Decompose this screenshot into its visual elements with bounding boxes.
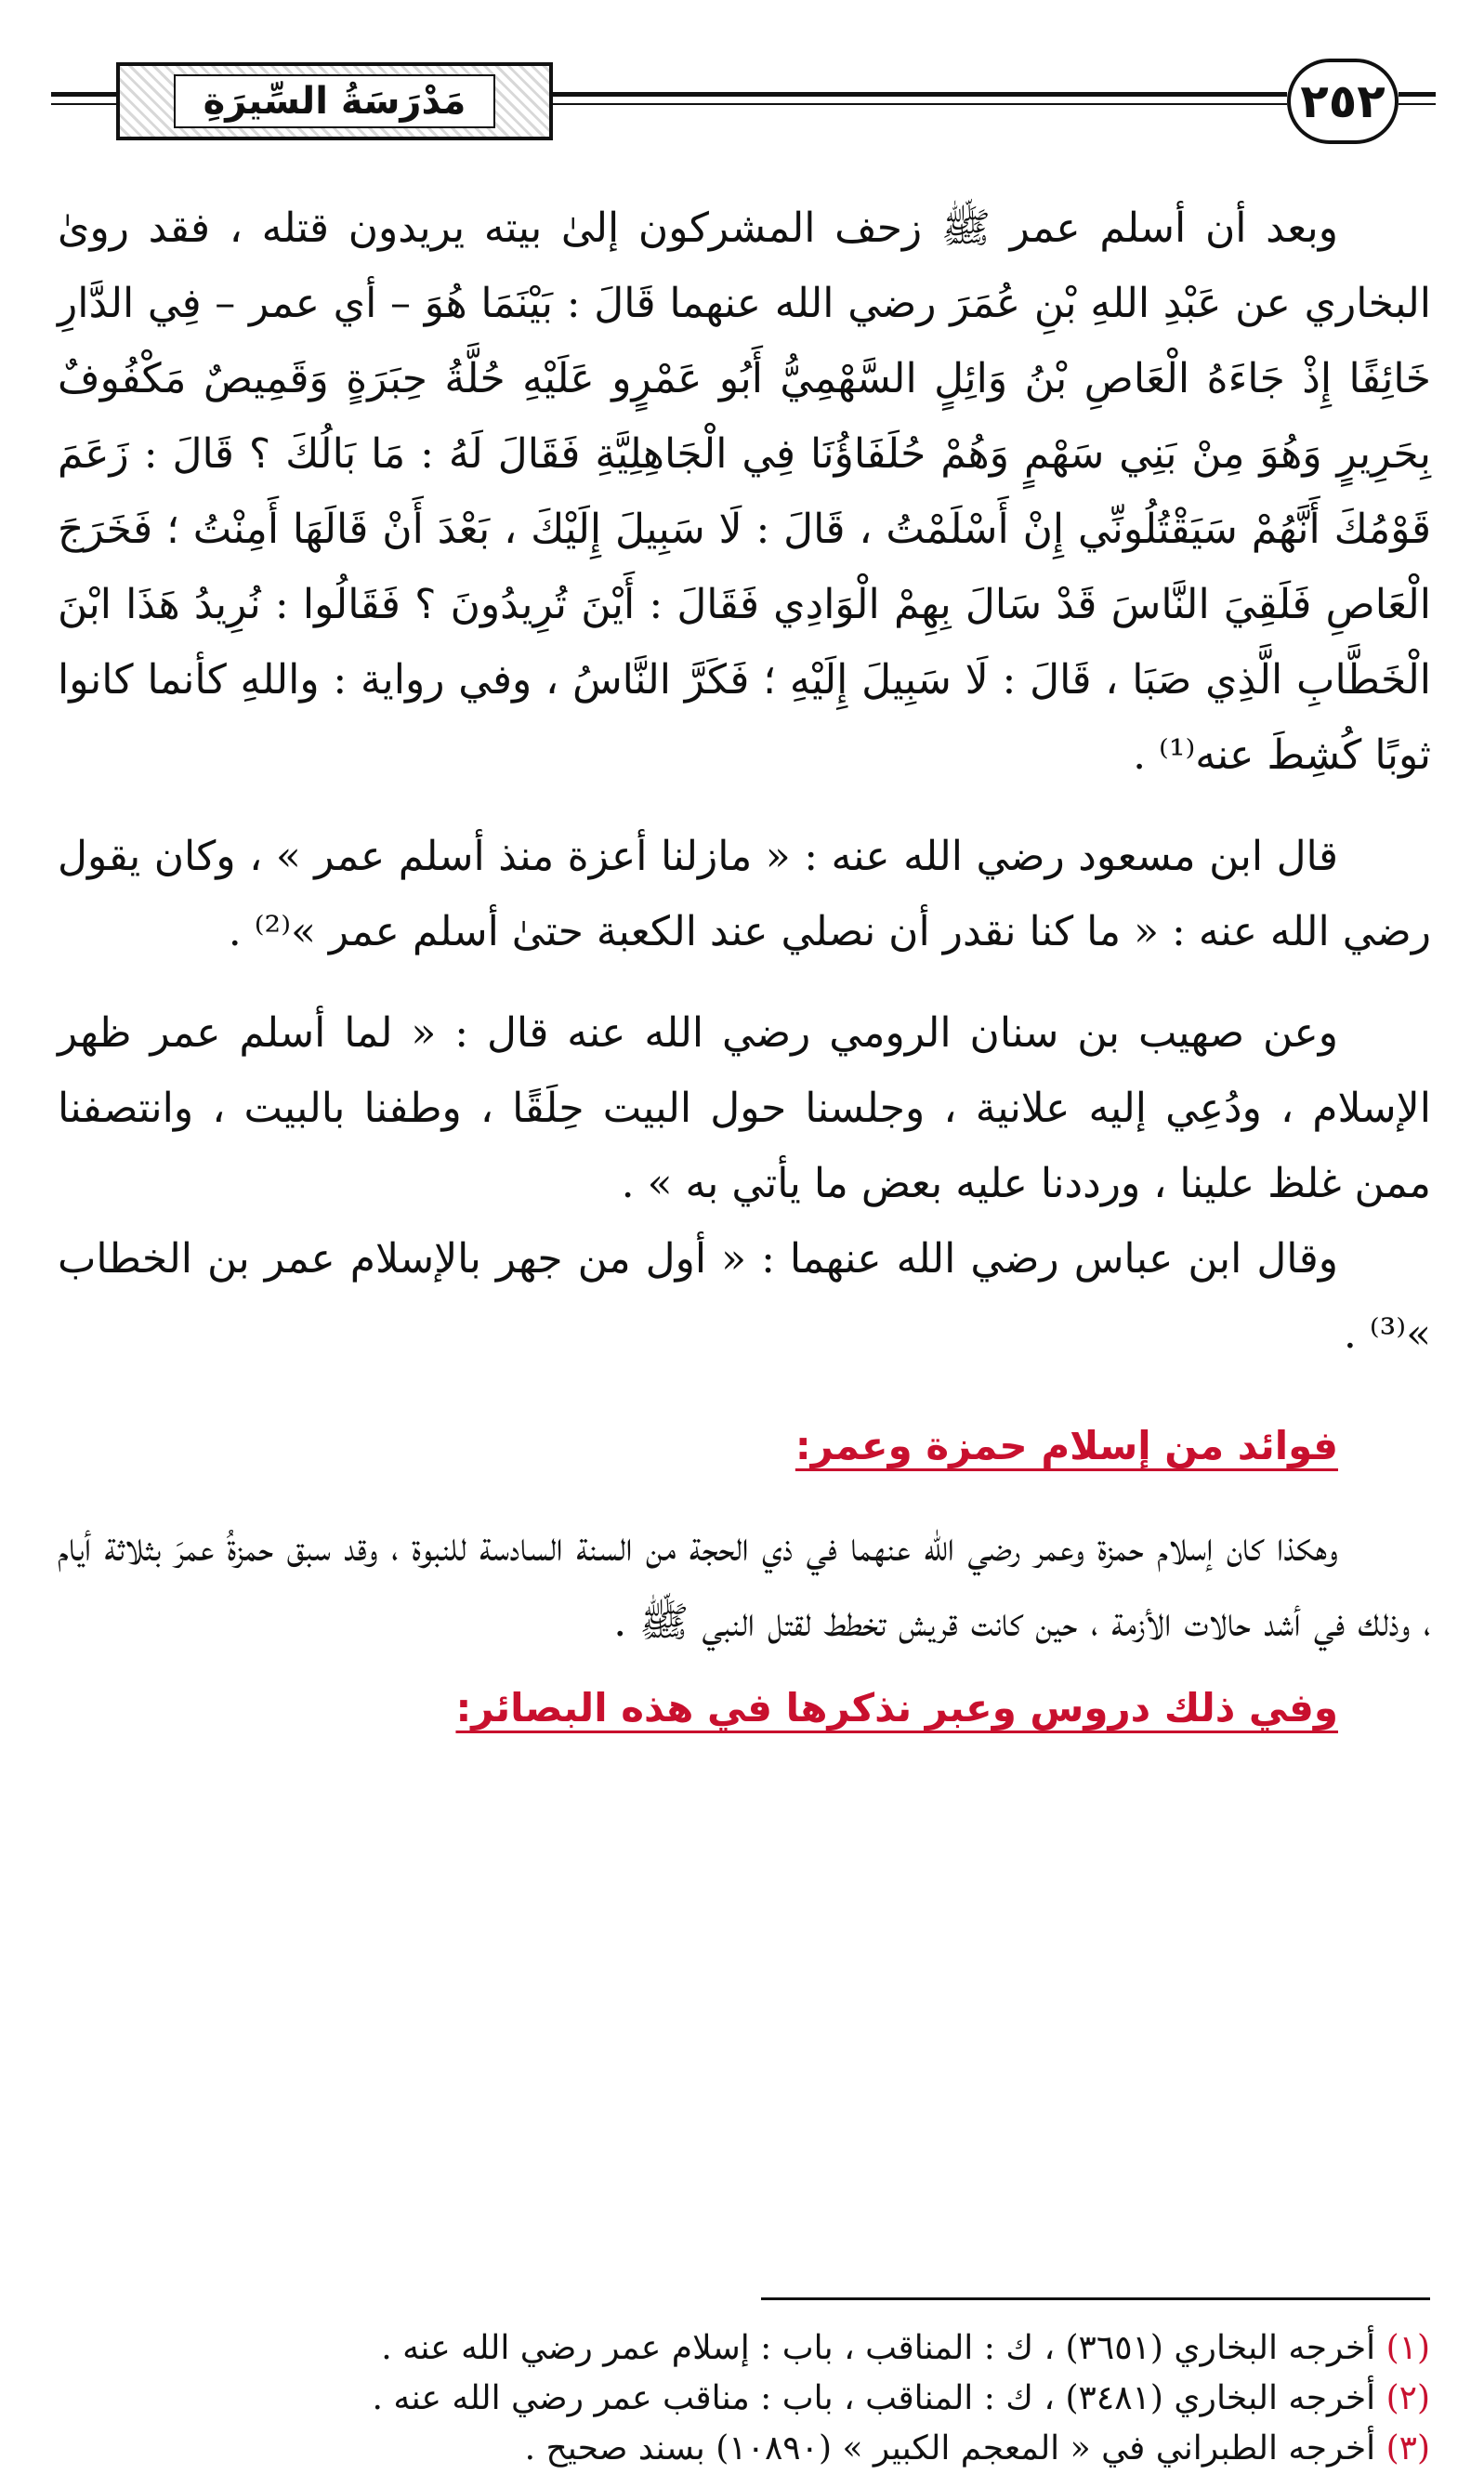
footnote-1 — [55, 2323, 1430, 2374]
footnote-3 — [55, 2424, 1430, 2474]
paragraph-4: وقال ابن عباس رضي الله عنهما : « أول من جهر بالإسلام عمر بن الخطاب »⁽³⁾ . — [58, 1235, 1431, 1358]
footnotes — [55, 2323, 1430, 2474]
paragraph-1: وبعد أن أسلم عمر ﷺ زحف المشركون إلىٰ بيته يريدون قتله ، فقد روىٰ البخاري عن عَبْدِ اللهِ بْنِ عُمَرَ رضي الله عنهما قَالَ : بَيْنَمَا هُوَ – أي عمر – فِي الدَّارِ خَائِفًا إِذْ جَاءَهُ الْعَاصِ بْنُ وَائِلٍ السَّهْمِيُّ أَبُو عَمْرٍو عَلَيْهِ حُلَّةُ حِبَرَةٍ وَقَمِيصٌ مَكْفُوفٌ بِحَرِيرٍ وَهُوَ مِنْ بَنِي سَهْمٍ وَهُمْ حُلَفَاؤُنَا فِي الْجَاهِلِيَّةِ فَقَالَ لَهُ : مَا بَالُكَ ؟ قَالَ : زَعَمَ قَوْمُكَ أَنَّهُمْ سَيَقْتُلُونِّي إِنْ أَسْلَمْتُ ، قَالَ : لَا سَبِيلَ إِلَيْكَ ، بَعْدَ أَنْ قَالَهَا أَمِنْتُ ؛ فَخَرَجَ الْعَاصِ فَلَقِيَ النَّاسَ قَدْ سَالَ بِهِمْ الْوَادِي فَقَالَ : أَيْنَ تُرِيدُونَ ؟ فَقَالُوا : نُرِيدُ هَذَا ابْنَ الْخَطَّابِ الَّذِي صَبَا ، قَالَ : لَا سَبِيلَ إِلَيْهِ ؛ فَكَرَّ النَّاسُ ، وفي رواية : واللهِ كأنما كانوا ثوبًا كُشِطَ عنه⁽¹⁾ . — [58, 204, 1431, 779]
header-rule-middle — [553, 92, 1287, 97]
header-rule-right — [1399, 92, 1436, 97]
footnote-3-text: أخرجه الطبراني في « المعجم الكبير » (١٠٨٩٠) بسند صحيح . — [524, 2429, 1376, 2467]
page-number-badge — [1287, 59, 1399, 144]
section-heading — [58, 1409, 1431, 1483]
header-rule-right-thin — [1399, 103, 1436, 105]
header-rule-left — [51, 92, 116, 97]
book-title-frame — [116, 62, 553, 140]
lessons-heading — [58, 1671, 1431, 1745]
footnote-separator — [761, 2297, 1430, 2300]
page-number: ٢٥٢ — [1300, 74, 1386, 128]
footnote-1-text: أخرجه البخاري (٣٦٥١) ، ك : المناقب ، باب : إسلام عمر رضي الله عنه . — [381, 2329, 1376, 2367]
footnote-2 — [55, 2374, 1430, 2424]
footnote-3-number: (٣) — [1386, 2429, 1430, 2467]
footnote-2-number: (٢) — [1386, 2379, 1430, 2417]
lessons-heading-text: وفي ذلك دروس وعبر نذكرها في هذه البصائر: — [455, 1685, 1338, 1730]
book-title: مَدْرَسَةُ السِّيرَةِ — [174, 74, 496, 128]
header-rule-middle-thin — [553, 103, 1287, 105]
paragraph-3: وعن صهيب بن سنان الرومي رضي الله عنه قال : « لما أسلم عمر ظهر الإسلام ، ودُعِي إليه علانية ، وجلسنا حول البيت حِلَقًا ، وطفنا بالبيت ، وانتصفنا ممن غلظ علينا ، ورددنا عليه بعض ما يأتي به » . — [58, 1009, 1431, 1207]
footnote-2-text: أخرجه البخاري (٣٤٨١) ، ك : المناقب ، باب : مناقب عمر رضي الله عنه . — [372, 2379, 1376, 2417]
paragraph-2: قال ابن مسعود رضي الله عنه : « مازلنا أعزة منذ أسلم عمر » ، وكان يقول رضي الله عنه : « ما كنا نقدر أن نصلي عند الكعبة حتىٰ أسلم عمر »⁽²⁾ . — [58, 833, 1431, 955]
header-rule-left-thin — [51, 103, 116, 105]
running-header — [51, 51, 1436, 153]
footnote-1-number: (١) — [1386, 2329, 1430, 2367]
section-paragraph: وهكذا كان إسلام حمزة وعمر رضي الله عنهما في ذي الحجة من السنة السادسة للنبوة ، وقد سبق حمزةُ عمرَ بثلاثة أيام ، وذلك في أشد حالات الأزمة ، حين كانت قريش تخطط لقتل النبي ﷺ . — [58, 1523, 1431, 1646]
main-text — [58, 191, 1431, 1745]
section-heading-text: فوائد من إسلام حمزة وعمر: — [795, 1423, 1338, 1468]
